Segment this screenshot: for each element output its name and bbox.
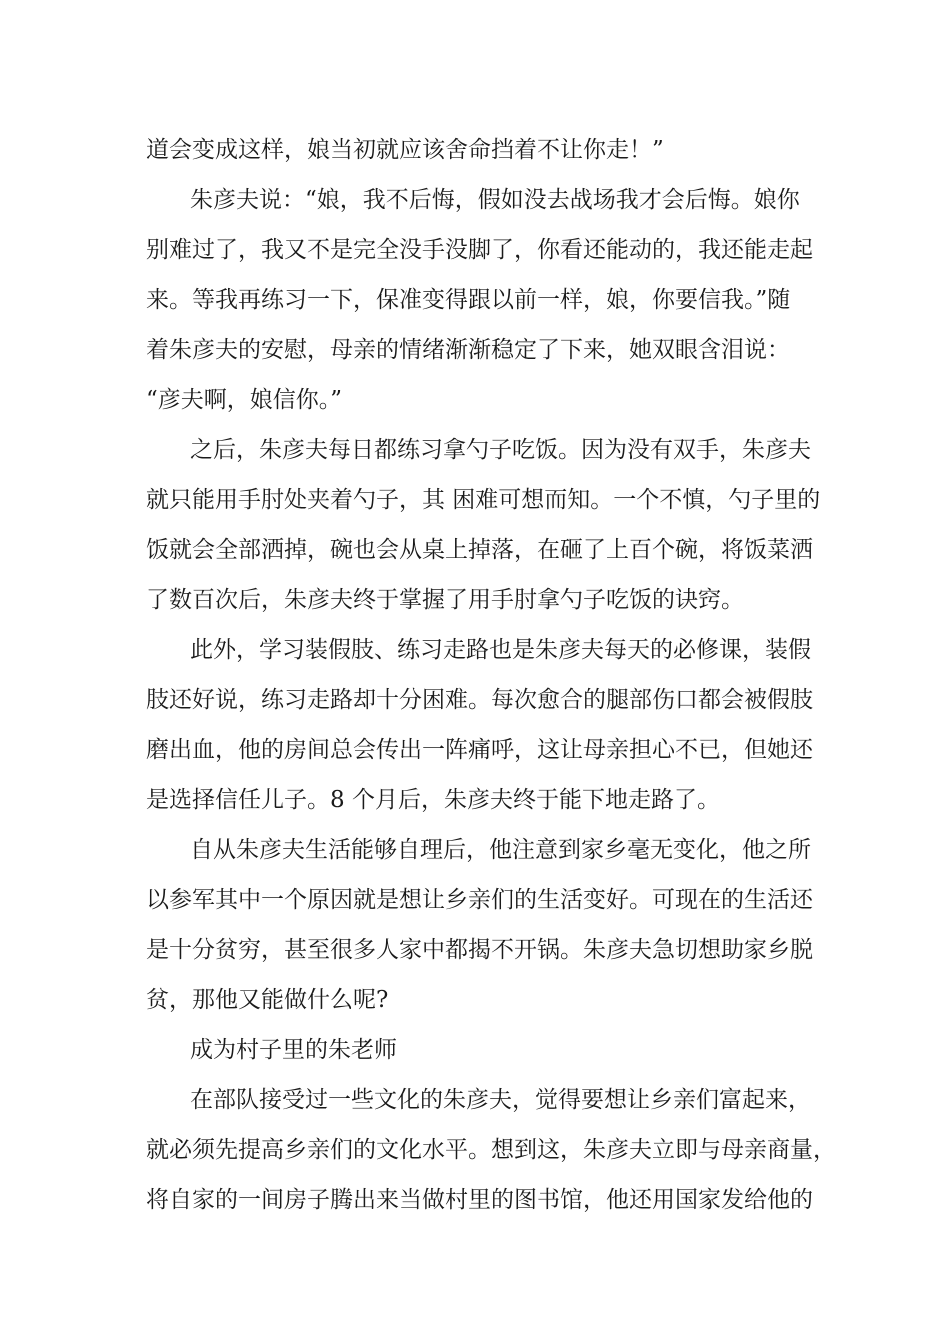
text-line: 就只能用手肘处夹着勺子，其 困难可想而知。一个不慎，勺子里的 [146,487,821,513]
text-line: 将自家的一间房子腾出来当做村里的图书馆，他还用国家发给他的 [146,1187,813,1213]
text-line: 饭就会全部洒掉，碗也会从桌上掉落，在砸了上百个碗，将饭菜洒 [146,537,813,563]
paragraph-first-line: 朱彦夫说：“娘，我不后悔，假如没去战场我才会后悔。娘你 [190,187,800,213]
text-line: “彦夫啊，娘信你。” [146,387,343,413]
paragraph-first-line: 此外，学习装假肢、练习走路也是朱彦夫每天的必修课，装假 [190,637,811,663]
text-line: 磨出血，他的房间总会传出一阵痛呼，这让母亲担心不已，但她还 [146,737,813,763]
paragraph-first-line: 在部队接受过一些文化的朱彦夫，觉得要想让乡亲们富起来， [190,1087,811,1113]
text-line: 道会变成这样，娘当初就应该舍命挡着不让你走！” [146,137,664,163]
text-line: 贫，那他又能做什么呢? [146,987,389,1013]
text-line: 别难过了，我又不是完全没手没脚了，你看还能动的，我还能走起 [146,237,813,263]
text-line: 了数百次后，朱彦夫终于掌握了用手肘拿勺子吃饭的诀窍。 [146,587,744,613]
text-line: 是选择信任儿子。8 个月后，朱彦夫终于能下地走路了。 [146,787,720,813]
paragraph-first-line: 自从朱彦夫生活能够自理后，他注意到家乡毫无变化，他之所 [190,837,811,863]
section-heading: 成为村子里的朱老师 [190,1037,397,1063]
text-line: 是十分贫穷，甚至很多人家中都揭不开锅。朱彦夫急切想助家乡脱 [146,937,813,963]
text-line: 肢还好说，练习走路却十分困难。每次愈合的腿部伤口都会被假肢 [146,687,813,713]
text-line: 来。等我再练习一下，保准变得跟以前一样，娘，你要信我。”随 [146,287,791,313]
text-line: 着朱彦夫的安慰，母亲的情绪渐渐稳定了下来，她双眼含泪说： [146,337,790,363]
text-line: 就必须先提高乡亲们的文化水平。想到这，朱彦夫立即与母亲商量， [146,1137,836,1163]
paragraph-first-line: 之后，朱彦夫每日都练习拿勺子吃饭。因为没有双手，朱彦夫 [190,437,811,463]
text-line: 以参军其中一个原因就是想让乡亲们的生活变好。可现在的生活还 [146,887,813,913]
